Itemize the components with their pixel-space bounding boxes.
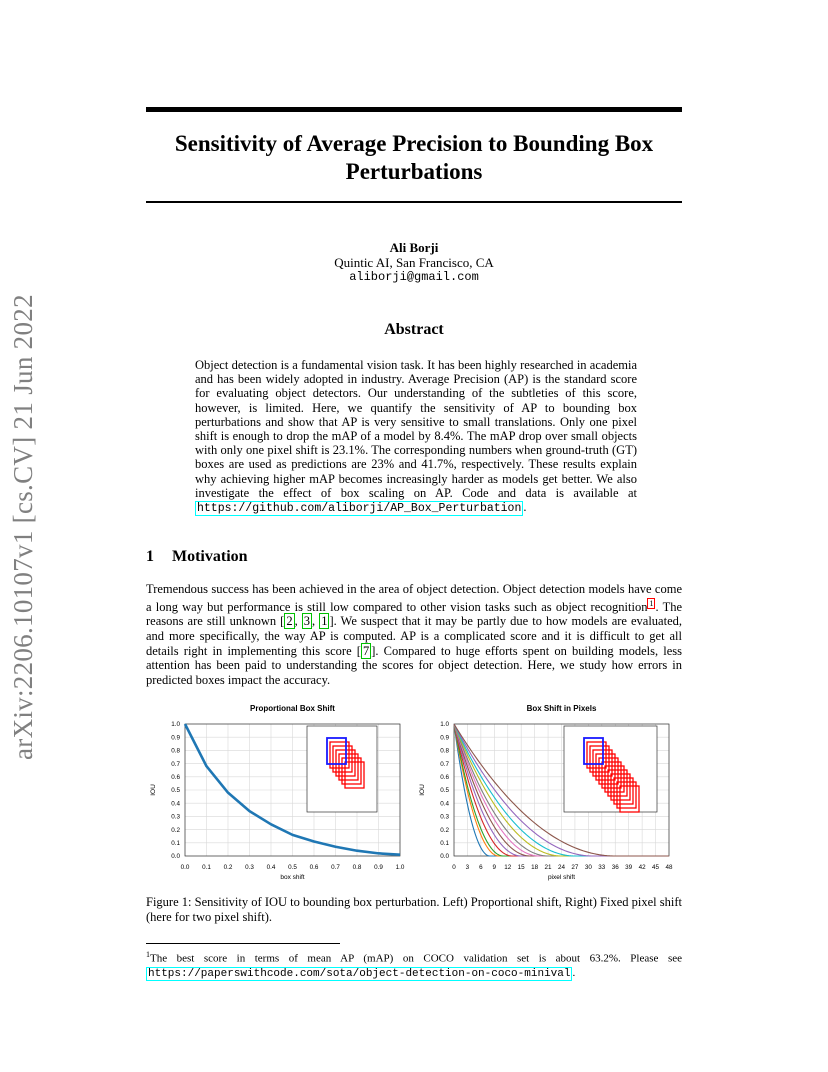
x-tick-label: 45 bbox=[652, 864, 660, 871]
paper-title-line2: Perturbations bbox=[345, 159, 483, 184]
x-tick-label: 0.5 bbox=[288, 864, 297, 871]
x-tick-label: 0.3 bbox=[245, 864, 254, 871]
title-rule-bottom bbox=[146, 201, 682, 203]
paper-title-line1: Sensitivity of Average Precision to Bounding Box bbox=[174, 131, 654, 156]
abstract-end: . bbox=[523, 500, 527, 515]
x-tick-label: 21 bbox=[544, 864, 552, 871]
x-tick-label: 30 bbox=[584, 864, 592, 871]
footnote bbox=[146, 948, 682, 981]
x-tick-label: 3 bbox=[465, 864, 470, 871]
para-text-2: . The reasons are still unknown [ bbox=[146, 599, 682, 629]
section-title: Motivation bbox=[172, 548, 248, 565]
y-tick-label: 0.1 bbox=[440, 840, 449, 847]
section-number: 1 bbox=[146, 548, 154, 565]
x-tick-label: 12 bbox=[504, 864, 512, 871]
x-axis-label: box shift bbox=[280, 874, 305, 881]
y-tick-label: 0.9 bbox=[440, 734, 449, 742]
cite-sep-2: , bbox=[312, 614, 320, 629]
y-tick-label: 0.8 bbox=[440, 747, 449, 755]
citation-7[interactable]: 7 bbox=[362, 643, 370, 658]
y-tick-label: 0.9 bbox=[171, 734, 180, 742]
footnote-mark: 1 bbox=[146, 950, 150, 959]
figure-1 bbox=[148, 700, 680, 890]
y-tick-label: 0.6 bbox=[171, 774, 180, 781]
title-rule-top bbox=[146, 107, 682, 112]
y-tick-label: 1.0 bbox=[440, 721, 449, 729]
code-link[interactable]: https://github.com/aliborji/AP_Box_Perturbation bbox=[197, 502, 522, 516]
x-tick-label: 6 bbox=[479, 864, 483, 871]
y-tick-label: 0.2 bbox=[171, 826, 180, 834]
x-tick-label: 39 bbox=[625, 864, 633, 871]
y-tick-label: 0.8 bbox=[171, 747, 180, 755]
y-tick-label: 0.6 bbox=[440, 774, 449, 781]
author-name: Ali Borji bbox=[389, 240, 439, 255]
x-tick-label: 0.1 bbox=[202, 864, 211, 871]
y-tick-label: 1.0 bbox=[171, 721, 180, 729]
abstract-body bbox=[195, 358, 637, 516]
para-text-1: Tremendous success has been achieved in the area of object detection. Object detection models have come a long way but performance is still low compared to other vision tasks such as object recognition bbox=[146, 582, 682, 614]
x-tick-label: 0 bbox=[452, 864, 456, 871]
y-tick-label: 0.0 bbox=[171, 853, 180, 861]
abstract-heading: Abstract bbox=[384, 321, 444, 338]
citation-2[interactable]: 2 bbox=[286, 614, 293, 629]
y-axis-label: IOU bbox=[150, 784, 157, 796]
citation-1[interactable]: 1 bbox=[321, 614, 328, 629]
x-tick-label: 18 bbox=[531, 864, 539, 871]
citation-3[interactable]: 3 bbox=[303, 614, 311, 629]
footnote-link[interactable]: https://paperswithcode.com/sota/object-detection-on-coco-minival bbox=[148, 967, 571, 980]
y-tick-label: 0.1 bbox=[171, 840, 180, 847]
x-tick-label: 0.2 bbox=[223, 864, 233, 871]
x-tick-label: 0.8 bbox=[352, 864, 362, 871]
x-tick-label: 1.0 bbox=[395, 864, 405, 871]
y-tick-label: 0.2 bbox=[440, 826, 449, 834]
y-tick-label: 0.3 bbox=[440, 813, 449, 821]
x-tick-label: 15 bbox=[517, 864, 525, 871]
y-tick-label: 0.3 bbox=[171, 813, 180, 821]
abstract-text: Object detection is a fundamental vision task. It has been highly researched in academia and has been widely adopted in industry. Average Precision (AP) is the standard score for evaluating object detectors. Our understanding of the subtleties of this score, however, is limited. Here, we quantify the sensitivity of AP to bounding box perturbations and show that AP is very sensitive to small translations. Only one pixel shift is enough to drop the mAP of a model by 8.4%. The mAP drop over small objects with only one pixel shift is 23.1%. The corresponding numbers when ground-truth (GT) boxes are used as predictions are 23% and 41.7%, respectively. These results explain why achieving higher mAP becomes increasingly harder as models get better. We also investigate the effect of box scaling on AP. Code and data is available at bbox=[195, 358, 637, 500]
para-text-4: ]. Compared to huge efforts spent on building models, less attention has been paid to understanding the scores for object detection. Here, we study how errors in predicted boxes impact the accuracy. bbox=[146, 643, 682, 687]
x-tick-label: 0.6 bbox=[309, 864, 319, 871]
author-email[interactable]: aliborji@gmail.com bbox=[349, 270, 479, 284]
author-affiliation: Quintic AI, San Francisco, CA bbox=[334, 255, 494, 270]
x-tick-label: 0.0 bbox=[180, 864, 190, 871]
x-tick-label: 0.9 bbox=[374, 864, 383, 871]
y-tick-label: 0.0 bbox=[440, 853, 449, 861]
footnote-rule bbox=[146, 943, 340, 944]
para-text-3: ]. We suspect that it may be partly due to how models are evaluated, and more specifically, the way AP is computed. AP is a complicated score and it is difficult to get all details right in implementing this score [ bbox=[146, 614, 683, 658]
x-tick-label: 33 bbox=[598, 864, 606, 871]
chart-title: Proportional Box Shift bbox=[250, 704, 335, 713]
y-tick-label: 0.4 bbox=[440, 800, 449, 808]
section-heading bbox=[146, 548, 248, 566]
x-axis-label: pixel shift bbox=[547, 874, 576, 881]
footnote-ref[interactable]: 1 bbox=[649, 598, 654, 608]
arxiv-side-stamp: arXiv:2206.10107v1 [cs.CV] 21 Jun 2022 bbox=[8, 294, 38, 760]
y-tick-label: 0.5 bbox=[440, 787, 449, 795]
cite-sep-1: , bbox=[294, 614, 302, 629]
x-tick-label: 24 bbox=[557, 864, 566, 871]
y-tick-label: 0.5 bbox=[171, 787, 180, 795]
y-axis-label: IOU bbox=[419, 784, 426, 796]
x-tick-label: 27 bbox=[571, 864, 579, 871]
chart-pixel-shift bbox=[419, 704, 673, 881]
footnote-text: The best score in terms of mean AP (mAP) on COCO validation set is about 63.2%. Please see bbox=[150, 952, 682, 965]
chart-proportional-shift bbox=[150, 704, 405, 881]
chart-title: Box Shift in Pixels bbox=[526, 704, 597, 713]
x-tick-label: 42 bbox=[638, 864, 646, 871]
x-tick-label: 48 bbox=[665, 864, 673, 871]
x-tick-label: 36 bbox=[611, 864, 619, 871]
y-tick-label: 0.7 bbox=[440, 760, 449, 768]
paper-title bbox=[146, 130, 682, 186]
x-tick-label: 0.4 bbox=[266, 864, 276, 871]
footnote-end: . bbox=[572, 966, 576, 979]
motivation-paragraph bbox=[146, 582, 682, 687]
y-tick-label: 0.7 bbox=[171, 760, 180, 768]
y-tick-label: 0.4 bbox=[171, 800, 180, 808]
x-tick-label: 9 bbox=[492, 864, 497, 871]
figure-caption: Figure 1: Sensitivity of IOU to bounding box perturbation. Left) Proportional shift, Right) Fixed pixel shift (here for two pixel shift). bbox=[146, 895, 682, 924]
x-tick-label: 0.7 bbox=[331, 864, 340, 871]
